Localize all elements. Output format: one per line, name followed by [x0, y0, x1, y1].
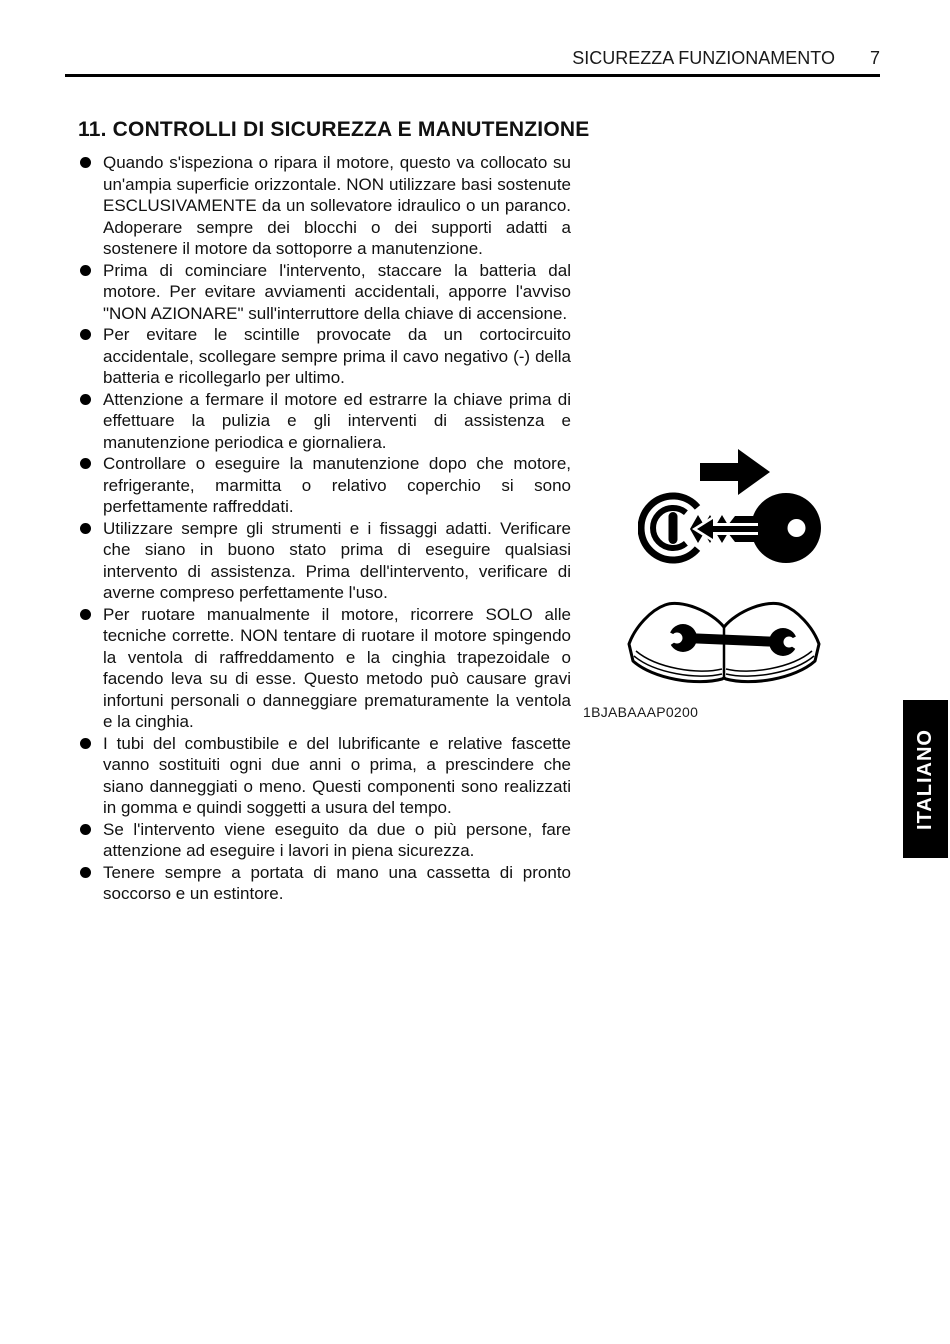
- safety-list: [80, 152, 571, 905]
- bullet-icon: [80, 157, 91, 168]
- list-item-text: Quando s'ispeziona o ripara il motore, questo va collocato su un'ampia superficie orizzontale. NON utilizzare basi sostenute ESCLUSIVAMENTE da un sollevatore idraulico o un paranco. Adoperare sempre dei blocchi o dei supporti adatti a sostenere il motore da sottoporre a manutenzione.: [103, 153, 571, 258]
- list-item-text: Se l'intervento viene eseguito da due o più persone, fare attenzione ad eseguire i lavori in piena sicurezza.: [103, 819, 571, 860]
- list-item-text: Tenere sempre a portata di mano una cassetta di pronto soccorso e un estintore.: [103, 862, 571, 903]
- list-item-text: Per ruotare manualmente il motore, ricorrere SOLO alle tecniche corrette. NON tentare di ruotare il motore spingendo la ventola di raffreddamento e la cinghia trapezoidale o facendo leva su di esse. Questo metodo può causare gravi infortuni personali o danneggiare prematuramente la ventola e la cinghia.: [103, 604, 571, 731]
- page-number: 7: [869, 48, 880, 68]
- list-item-text: I tubi del combustibile e del lubrificante e relative fascette vanno sostituiti ogni due anni o prima, a prescindere che siano danneggiati o meno. Questi componenti sono realizzati in gomma e quindi soggetti a usura del tempo.: [103, 733, 571, 817]
- list-item: [80, 324, 571, 389]
- running-head: [65, 48, 880, 69]
- bullet-icon: [80, 867, 91, 878]
- list-item: [80, 389, 571, 454]
- list-item: [80, 862, 571, 905]
- list-item: [80, 152, 571, 260]
- list-item: [80, 518, 571, 604]
- list-item-text: Prima di cominciare l'intervento, staccare la batteria dal motore. Per evitare avviamenti accidentali, apporre l'avviso "NON AZIONARE" sull'interruttore della chiave di accensione.: [103, 260, 571, 323]
- list-item: [80, 819, 571, 862]
- page-title: 11. CONTROLLI DI SICUREZZA E MANUTENZIONE: [78, 118, 590, 141]
- bullet-icon: [80, 394, 91, 405]
- figure: [583, 445, 845, 720]
- list-item-text: Controllare o eseguire la manutenzione dopo che motore, refrigerante, marmitta o relativo coperchio si sono perfettamente raffreddati.: [103, 454, 571, 516]
- ignition-key-removal-icon: [638, 445, 823, 573]
- bullet-icon: [80, 523, 91, 534]
- bullet-icon: [80, 609, 91, 620]
- language-tab: [903, 700, 948, 858]
- header-rule: [65, 74, 880, 77]
- bullet-icon: [80, 329, 91, 340]
- list-item-text: Attenzione a fermare il motore ed estrarre la chiave prima di effettuare la pulizia e gli interventi di assistenza e manutenzione periodica e giornaliera.: [103, 389, 571, 452]
- language-tab-label: ITALIANO: [914, 728, 937, 830]
- list-item: [80, 453, 571, 518]
- bullet-icon: [80, 738, 91, 749]
- list-item: [80, 604, 571, 733]
- figure-caption: 1BJABAAAP0200: [583, 704, 699, 720]
- bullet-icon: [80, 458, 91, 469]
- list-item-text: Utilizzare sempre gli strumenti e i fissaggi adatti. Verificare che siano in buono stato prima di eseguire qualsiasi intervento di assistenza. Prima dell'intervento, verificare di averne compreso perfettamente l'uso.: [103, 518, 571, 602]
- list-item: [80, 733, 571, 819]
- bullet-icon: [80, 824, 91, 835]
- section-title: SICUREZZA FUNZIONAMENTO: [572, 48, 835, 68]
- manual-book-wrench-icon: [619, 589, 829, 694]
- bullet-icon: [80, 265, 91, 276]
- list-item-text: Per evitare le scintille provocate da un cortocircuito accidentale, scollegare sempre prima il cavo negativo (-) della batteria e ricollegarlo per ultimo.: [103, 325, 571, 387]
- list-item: [80, 260, 571, 325]
